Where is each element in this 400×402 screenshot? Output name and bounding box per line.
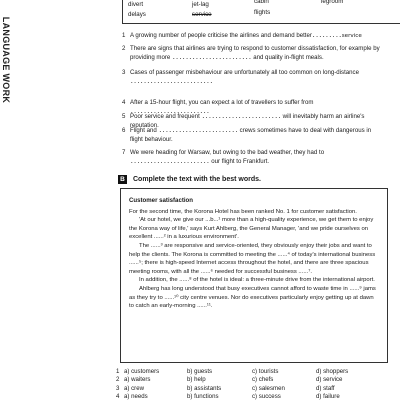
answer-blank[interactable]: ........................: [158, 127, 238, 134]
option-choice[interactable]: a) crew: [124, 384, 144, 392]
exercise-item: 4 After a 15-hour flight, you can expect a lot of travellers to suffer from ........................: [122, 99, 314, 115]
section-title: Complete the text with the best words.: [133, 176, 261, 183]
side-label: [0, 0, 14, 120]
exercise-item: 3 Cases of passenger misbehaviour are unfortunately all too common on long-distance .........................: [122, 69, 359, 85]
option-choice[interactable]: d) staff: [316, 384, 335, 392]
text-paragraph: In addition, the ......⁸ of the hotel is ideal: a three-minute drive from the international airport.: [139, 277, 375, 284]
answer-blank[interactable]: ........................: [172, 54, 252, 61]
cloze-text-box: [120, 188, 388, 363]
option-choice[interactable]: c) chefs: [252, 376, 274, 384]
option-choice[interactable]: a) needs: [124, 393, 148, 401]
word-box-word: jet-lag: [192, 1, 209, 8]
answer-blank[interactable]: ........................: [130, 158, 210, 165]
word-box-word: cabin: [254, 0, 269, 5]
exercise-item: 7 We were heading for Warsaw, but owing to the bad weather, they had to ........................ our flight to Frankfurt.: [122, 149, 325, 165]
exercise-item: 6 Flight and ........................ crews sometimes have to deal with dangerous in flight behaviour.: [122, 127, 372, 143]
option-choice[interactable]: d) failure: [316, 393, 340, 401]
answer-blank[interactable]: .........................: [130, 78, 213, 85]
side-label-text: LANGUAGE WORK: [1, 16, 11, 104]
section-b-header: [118, 175, 392, 184]
word-box-word: flights: [254, 9, 271, 16]
option-choice[interactable]: c) tourists: [252, 368, 279, 375]
option-choice[interactable]: b) assistants: [187, 384, 222, 392]
exercise-item: 5 Poor service and frequent ........................ will inevitably harm an airline's reputation.: [122, 113, 365, 129]
exercise-item: 2 There are signs that airlines are trying to respond to customer dissatisfaction, for example by providing more ........................ and quality in-flight meals.: [122, 45, 380, 61]
option-choice[interactable]: a) waiters: [124, 376, 151, 384]
word-box-word: service: [192, 11, 212, 18]
text-heading: Customer satisfaction: [129, 197, 193, 204]
answer-blank[interactable]: ........................: [201, 113, 281, 120]
answer-options: [116, 368, 396, 402]
option-choice[interactable]: b) functions: [187, 393, 219, 401]
option-row: 2 a) waiters b) help c) chefs d) service: [116, 376, 343, 384]
text-paragraph: 'At our hotel, we give our ...b...¹ more than a high-quality experience, we get them to enjoy the Korona way of life,' says Kurt Ahlberg, the General Manager, 'and we pride ourselves on excellent ......² in a luxurious environment'.: [129, 217, 374, 241]
answer-blank[interactable]: ........................: [130, 108, 210, 115]
option-choice[interactable]: a) customers: [124, 368, 160, 375]
option-choice[interactable]: b) help: [187, 376, 206, 384]
word-box-word: delays: [128, 11, 146, 18]
option-choice[interactable]: b) guests: [187, 368, 213, 375]
text-paragraph: Ahlberg has long understood that busy executives cannot afford to waste time in ......⁹ jams as they try to ......¹⁰ city centre venues. Nor do executives particularly enjoy getting up at dawn to catch an early-morning ......¹¹.: [129, 285, 376, 310]
option-choice[interactable]: d) service: [316, 376, 343, 384]
option-choice[interactable]: d) shoppers: [316, 368, 349, 375]
section-badge: B: [118, 175, 127, 184]
text-paragraph: The ......³ are responsive and service-oriented, they obviously enjoy their jobs and want to help the clients. The Korona is committed to meeting the ......⁴ of today's international business ......⁵; there is high-speed Internet access throughout the hotel, and there are three spacious meeting rooms, with all the ......⁶ needed for successful business ......⁷.: [129, 242, 376, 275]
text-paragraph: For the second time, the Korona Hotel has been ranked No. 1 for customer satisfaction.: [129, 208, 357, 215]
option-row: 4 a) needs b) functions c) success d) failure: [116, 393, 340, 401]
option-choice[interactable]: c) salesmen: [252, 384, 285, 392]
word-box: [122, 0, 400, 24]
exercise-item: 1 A growing number of people criticise the airlines and demand better.........service: [122, 32, 362, 39]
option-row: 3 a) crew b) assistants c) salesmen d) staff: [116, 384, 335, 392]
option-choice[interactable]: c) success: [252, 393, 281, 401]
word-box-word: divert: [128, 1, 144, 8]
answer-blank[interactable]: .........: [311, 32, 342, 39]
option-row: 1 a) customers b) guests c) tourists d) shoppers: [116, 368, 349, 375]
word-box-word: legroom: [321, 0, 344, 5]
